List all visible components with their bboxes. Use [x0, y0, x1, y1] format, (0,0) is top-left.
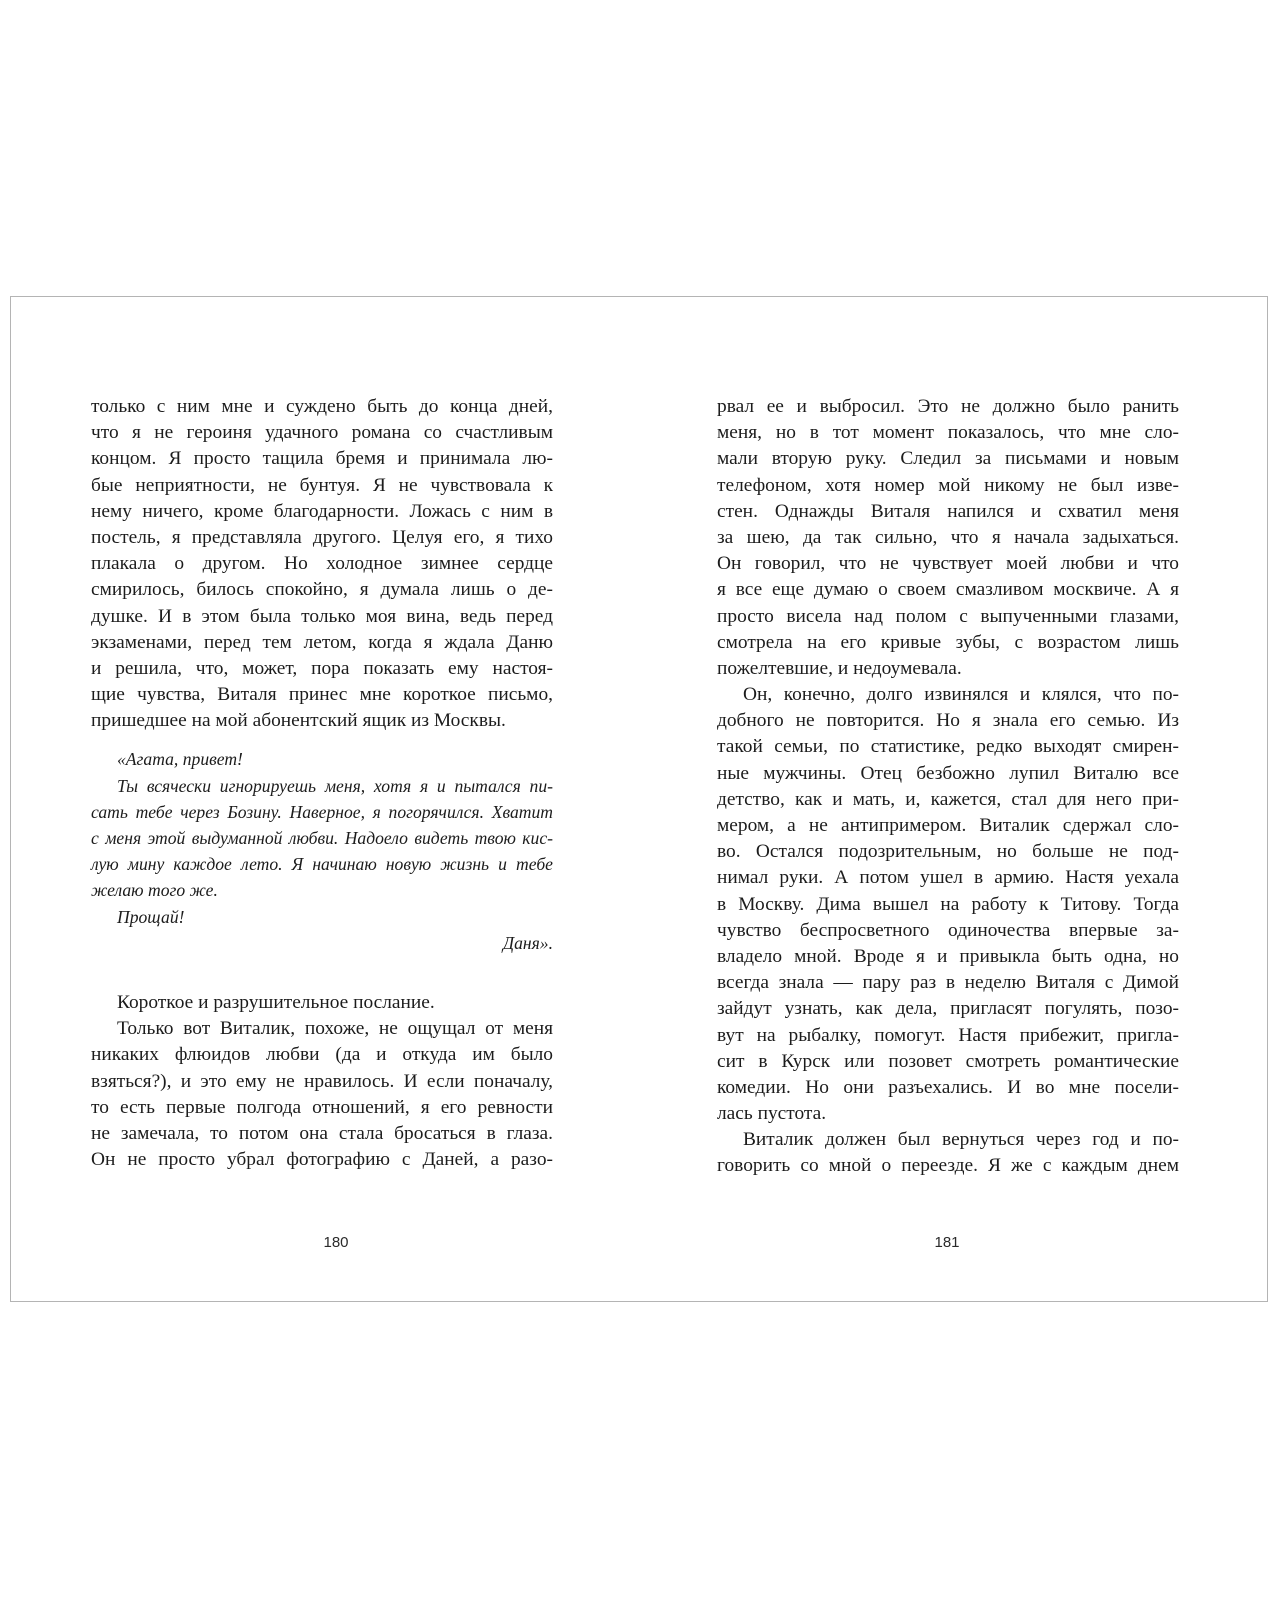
text-line: не замечала, то потом она стала бросаться в глаза. [91, 1122, 553, 1144]
text-line: просто висела над полом с выпученными глазами, [717, 605, 1179, 627]
text-line: ные мужчины. Отец безбожно лупил Виталю все [717, 762, 1179, 784]
text-line: всегда знала — пару раз в неделю Виталя с Димой [717, 972, 1179, 994]
text-line: взяться?), и это ему не нравилось. И если поначалу, [91, 1070, 553, 1092]
letter-line: Ты всячески игнорируешь меня, хотя я и пытался пи- [117, 775, 553, 796]
paragraph [717, 682, 1179, 1127]
letter-line: сать тебе через Бозину. Наверное, я погорячился. Хватит [91, 801, 553, 822]
left-page [91, 394, 553, 1173]
text-line: такой семьи, по статистике, редко выходят смирен- [717, 736, 1179, 758]
text-line: сит в Курск или позовет смотреть романтические [717, 1050, 1179, 1072]
letter-line: лую мину каждое лето. Я начинаю новую жизнь и тебе [91, 854, 553, 875]
text-line: Короткое и разрушительное послание. [117, 991, 435, 1013]
text-line: постель, я представляла другого. Целуя его, я тихо [91, 526, 553, 548]
letter-farewell: Прощай! [117, 906, 185, 927]
text-line: и решила, что, может, пора показать ему настоя- [91, 657, 553, 679]
text-line: владело мной. Вроде я и привыкла быть одна, но [717, 945, 1179, 967]
text-line: стен. Однажды Виталя напился и схватил меня [717, 500, 1179, 522]
letter-line: с меня этой выдуманной любви. Надоело видеть твою кис- [91, 828, 553, 848]
text-line: смирилось, билось спокойно, я думала лишь о де- [91, 579, 553, 601]
text-line: вут на рыбалку, помогут. Настя прибежит, пригла- [717, 1024, 1179, 1046]
text-line: Он говорил, что не чувствует моей любви и что [717, 553, 1179, 575]
text-line: экзаменами, перед тем летом, когда я ждала Даню [91, 631, 553, 653]
text-line: нему ничего, кроме благодарности. Ложась с ним в [91, 500, 553, 522]
text-line: то есть первые полгода отношений, я его ревности [91, 1096, 553, 1118]
paragraph [91, 1016, 553, 1173]
text-line: пришедшее на мой абонентский ящик из Москвы. [91, 710, 506, 732]
paragraph [91, 394, 553, 734]
page-number-right: 181 [934, 1234, 960, 1251]
text-line: рвал ее и выбросил. Это не должно было ранить [717, 396, 1179, 417]
text-line: детство, как и мать, и, кажется, стал для него при- [717, 788, 1179, 810]
text-line: комедии. Но они разъехались. И во мне посели- [717, 1076, 1179, 1098]
text-line: пожелтевшие, и недоумевала. [717, 657, 962, 679]
page-number-left: 180 [323, 1234, 349, 1251]
text-line: мали вторую руку. Следил за письмами и новым [717, 448, 1179, 470]
text-line: душке. И в этом была только моя вина, ведь перед [91, 605, 553, 627]
text-line: зайдут узнать, как дела, пригласят погулять, позо- [717, 998, 1179, 1020]
letter-signature: Даня». [502, 932, 553, 953]
text-line: во. Остался подозрительным, но больше не под- [717, 841, 1179, 863]
paragraph [717, 394, 1179, 682]
text-line: только с ним мне и суждено быть до конца дней, [91, 396, 553, 417]
text-line: Он, конечно, долго извинялся и клялся, что по- [743, 684, 1179, 706]
text-line: чувство беспросветного одиночества впервые за- [717, 919, 1179, 941]
text-line: бые неприятности, не бунтуя. Я не чувствовала к [91, 474, 553, 496]
paragraph [717, 1127, 1179, 1179]
text-line: лась пустота. [717, 1103, 827, 1125]
text-line: никаких флюидов любви (да и откуда им было [91, 1044, 553, 1066]
letter-greeting: «Агата, привет! [117, 749, 243, 770]
right-page [717, 394, 1179, 1180]
letter-line: желаю того же. [91, 880, 218, 901]
text-line: что я не героиня удачного романа со счастливым [91, 422, 553, 444]
text-line: плакала о другом. Но холодное зимнее сердце [91, 553, 553, 575]
text-line: Виталик должен был вернуться через год и по- [743, 1129, 1179, 1151]
text-line: в Москву. Дима вышел на работу к Титову. Тогда [717, 893, 1179, 915]
text-line: нимал руки. А потом ушел в армию. Настя уехала [717, 867, 1179, 889]
paragraph [91, 990, 553, 1016]
text-line: за шею, да так сильно, что я начала задыхаться. [717, 526, 1179, 548]
text-line: Он не просто убрал фотографию с Даней, а разо- [91, 1149, 553, 1171]
letter-quote [91, 746, 553, 956]
text-line: добного не повторится. Но я знала его семью. Из [717, 710, 1179, 732]
text-line: телефоном, хотя номер мой никому не был изве- [717, 474, 1179, 496]
text-line: мером, а не антипримером. Виталик сдержал сло- [717, 815, 1179, 836]
text-line: концом. Я просто тащила бремя и принимала лю- [91, 448, 553, 470]
text-line: меня, но в тот момент показалось, что мне сло- [717, 422, 1179, 444]
text-line: я все еще думаю о своем смазливом москвиче. А я [717, 579, 1179, 601]
text-line: щие чувства, Виталя принес мне короткое письмо, [91, 684, 553, 706]
book-spread [10, 296, 1268, 1302]
text-line: Только вот Виталик, похоже, не ощущал от меня [117, 1018, 553, 1040]
text-line: смотрела на его кривые зубы, с возрастом лишь [717, 631, 1179, 653]
text-line: говорить со мной о переезде. Я же с каждым днем [717, 1155, 1179, 1177]
